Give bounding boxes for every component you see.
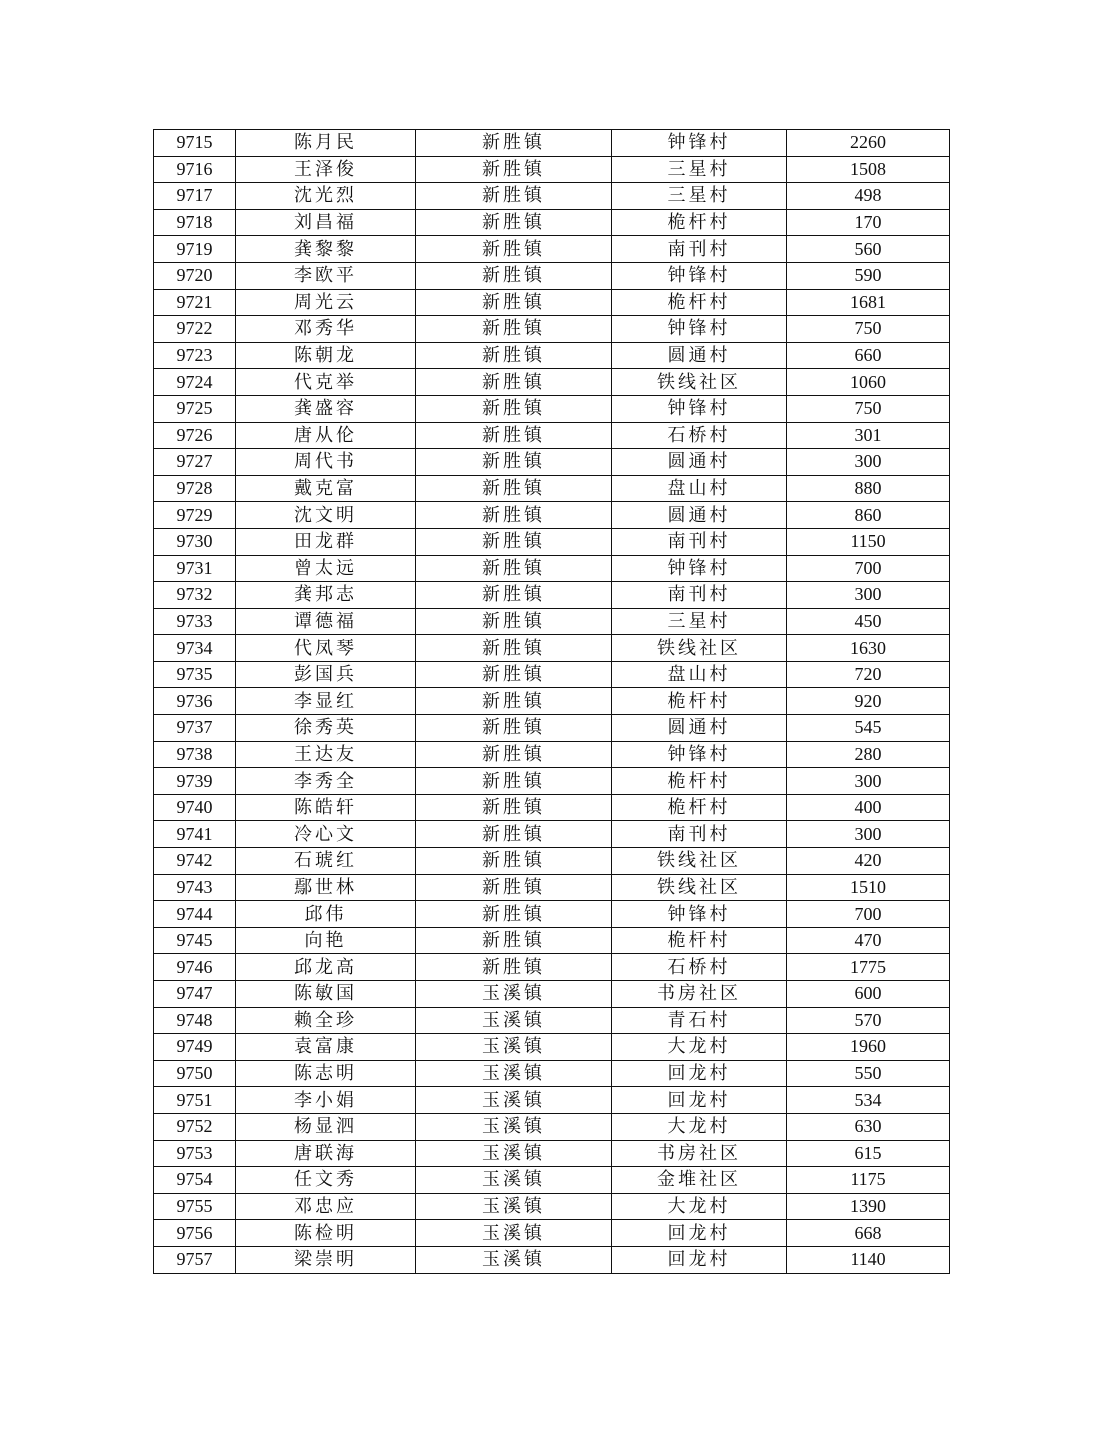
table-row bbox=[154, 741, 950, 768]
person-name-cell: 戴克富 bbox=[236, 475, 416, 502]
row-number-cell: 9720 bbox=[154, 262, 236, 289]
amount-cell: 720 bbox=[787, 661, 950, 688]
table-row bbox=[154, 1193, 950, 1220]
table-row bbox=[154, 1034, 950, 1061]
table-row bbox=[154, 209, 950, 236]
amount-cell: 2260 bbox=[787, 130, 950, 157]
village-cell: 三星村 bbox=[612, 183, 787, 210]
person-name-cell: 赖全珍 bbox=[236, 1007, 416, 1034]
town-cell: 新胜镇 bbox=[416, 768, 612, 795]
person-name-cell: 唐联海 bbox=[236, 1140, 416, 1167]
town-cell: 新胜镇 bbox=[416, 130, 612, 157]
table-row bbox=[154, 1060, 950, 1087]
person-name-cell: 陈志明 bbox=[236, 1060, 416, 1087]
person-name-cell: 袁富康 bbox=[236, 1034, 416, 1061]
amount-cell: 660 bbox=[787, 342, 950, 369]
town-cell: 新胜镇 bbox=[416, 848, 612, 875]
town-cell: 玉溪镇 bbox=[416, 1193, 612, 1220]
row-number-cell: 9756 bbox=[154, 1220, 236, 1247]
amount-cell: 1060 bbox=[787, 369, 950, 396]
row-number-cell: 9726 bbox=[154, 422, 236, 449]
town-cell: 玉溪镇 bbox=[416, 1034, 612, 1061]
person-name-cell: 李显红 bbox=[236, 688, 416, 715]
row-number-cell: 9743 bbox=[154, 874, 236, 901]
amount-cell: 280 bbox=[787, 741, 950, 768]
table-row bbox=[154, 528, 950, 555]
village-cell: 南刊村 bbox=[612, 582, 787, 609]
amount-cell: 420 bbox=[787, 848, 950, 875]
row-number-cell: 9733 bbox=[154, 608, 236, 635]
row-number-cell: 9724 bbox=[154, 369, 236, 396]
village-cell: 钟锋村 bbox=[612, 901, 787, 928]
row-number-cell: 9755 bbox=[154, 1193, 236, 1220]
village-cell: 回龙村 bbox=[612, 1246, 787, 1273]
town-cell: 玉溪镇 bbox=[416, 1087, 612, 1114]
village-cell: 南刊村 bbox=[612, 236, 787, 263]
table-row bbox=[154, 688, 950, 715]
amount-cell: 880 bbox=[787, 475, 950, 502]
table-row bbox=[154, 316, 950, 343]
table-row bbox=[154, 156, 950, 183]
village-cell: 钟锋村 bbox=[612, 316, 787, 343]
town-cell: 新胜镇 bbox=[416, 342, 612, 369]
amount-cell: 300 bbox=[787, 821, 950, 848]
row-number-cell: 9723 bbox=[154, 342, 236, 369]
person-name-cell: 龚盛容 bbox=[236, 395, 416, 422]
village-cell: 桅杆村 bbox=[612, 794, 787, 821]
table-row bbox=[154, 475, 950, 502]
amount-cell: 545 bbox=[787, 715, 950, 742]
person-name-cell: 梁崇明 bbox=[236, 1246, 416, 1273]
data-table bbox=[153, 129, 950, 1274]
town-cell: 新胜镇 bbox=[416, 688, 612, 715]
person-name-cell: 刘昌福 bbox=[236, 209, 416, 236]
person-name-cell: 陈检明 bbox=[236, 1220, 416, 1247]
row-number-cell: 9716 bbox=[154, 156, 236, 183]
town-cell: 新胜镇 bbox=[416, 741, 612, 768]
village-cell: 石桥村 bbox=[612, 422, 787, 449]
table-row bbox=[154, 874, 950, 901]
village-cell: 钟锋村 bbox=[612, 130, 787, 157]
person-name-cell: 周光云 bbox=[236, 289, 416, 316]
town-cell: 新胜镇 bbox=[416, 422, 612, 449]
village-cell: 桅杆村 bbox=[612, 927, 787, 954]
village-cell: 金堆社区 bbox=[612, 1167, 787, 1194]
table-row bbox=[154, 927, 950, 954]
amount-cell: 1175 bbox=[787, 1167, 950, 1194]
table-row bbox=[154, 848, 950, 875]
village-cell: 三星村 bbox=[612, 608, 787, 635]
table-row bbox=[154, 635, 950, 662]
table-row bbox=[154, 1113, 950, 1140]
amount-cell: 1508 bbox=[787, 156, 950, 183]
person-name-cell: 鄢世林 bbox=[236, 874, 416, 901]
village-cell: 大龙村 bbox=[612, 1193, 787, 1220]
person-name-cell: 王泽俊 bbox=[236, 156, 416, 183]
person-name-cell: 邱龙高 bbox=[236, 954, 416, 981]
village-cell: 钟锋村 bbox=[612, 555, 787, 582]
town-cell: 新胜镇 bbox=[416, 475, 612, 502]
amount-cell: 1681 bbox=[787, 289, 950, 316]
person-name-cell: 陈朝龙 bbox=[236, 342, 416, 369]
amount-cell: 700 bbox=[787, 555, 950, 582]
row-number-cell: 9735 bbox=[154, 661, 236, 688]
village-cell: 书房社区 bbox=[612, 1140, 787, 1167]
table-row bbox=[154, 901, 950, 928]
village-cell: 回龙村 bbox=[612, 1060, 787, 1087]
village-cell: 南刊村 bbox=[612, 528, 787, 555]
table-row bbox=[154, 369, 950, 396]
person-name-cell: 田龙群 bbox=[236, 528, 416, 555]
town-cell: 新胜镇 bbox=[416, 262, 612, 289]
town-cell: 新胜镇 bbox=[416, 183, 612, 210]
amount-cell: 570 bbox=[787, 1007, 950, 1034]
village-cell: 桅杆村 bbox=[612, 289, 787, 316]
person-name-cell: 向艳 bbox=[236, 927, 416, 954]
amount-cell: 920 bbox=[787, 688, 950, 715]
amount-cell: 1960 bbox=[787, 1034, 950, 1061]
amount-cell: 400 bbox=[787, 794, 950, 821]
table-row bbox=[154, 395, 950, 422]
amount-cell: 470 bbox=[787, 927, 950, 954]
town-cell: 新胜镇 bbox=[416, 661, 612, 688]
row-number-cell: 9751 bbox=[154, 1087, 236, 1114]
row-number-cell: 9718 bbox=[154, 209, 236, 236]
person-name-cell: 陈皓轩 bbox=[236, 794, 416, 821]
table-row bbox=[154, 262, 950, 289]
amount-cell: 300 bbox=[787, 768, 950, 795]
village-cell: 桅杆村 bbox=[612, 768, 787, 795]
row-number-cell: 9747 bbox=[154, 981, 236, 1008]
amount-cell: 1150 bbox=[787, 528, 950, 555]
town-cell: 新胜镇 bbox=[416, 555, 612, 582]
town-cell: 新胜镇 bbox=[416, 369, 612, 396]
village-cell: 桅杆村 bbox=[612, 688, 787, 715]
person-name-cell: 邱伟 bbox=[236, 901, 416, 928]
person-name-cell: 代凤琴 bbox=[236, 635, 416, 662]
town-cell: 新胜镇 bbox=[416, 236, 612, 263]
village-cell: 圆通村 bbox=[612, 342, 787, 369]
amount-cell: 534 bbox=[787, 1087, 950, 1114]
row-number-cell: 9750 bbox=[154, 1060, 236, 1087]
person-name-cell: 李秀全 bbox=[236, 768, 416, 795]
town-cell: 新胜镇 bbox=[416, 635, 612, 662]
person-name-cell: 周代书 bbox=[236, 449, 416, 476]
table-row bbox=[154, 289, 950, 316]
person-name-cell: 杨显泗 bbox=[236, 1113, 416, 1140]
amount-cell: 1390 bbox=[787, 1193, 950, 1220]
row-number-cell: 9732 bbox=[154, 582, 236, 609]
person-name-cell: 石琥红 bbox=[236, 848, 416, 875]
table-row bbox=[154, 130, 950, 157]
town-cell: 新胜镇 bbox=[416, 449, 612, 476]
amount-cell: 300 bbox=[787, 582, 950, 609]
town-cell: 新胜镇 bbox=[416, 156, 612, 183]
person-name-cell: 唐从伦 bbox=[236, 422, 416, 449]
row-number-cell: 9757 bbox=[154, 1246, 236, 1273]
amount-cell: 1630 bbox=[787, 635, 950, 662]
row-number-cell: 9721 bbox=[154, 289, 236, 316]
amount-cell: 668 bbox=[787, 1220, 950, 1247]
row-number-cell: 9749 bbox=[154, 1034, 236, 1061]
table-row bbox=[154, 449, 950, 476]
town-cell: 玉溪镇 bbox=[416, 1246, 612, 1273]
table-row bbox=[154, 555, 950, 582]
row-number-cell: 9725 bbox=[154, 395, 236, 422]
person-name-cell: 任文秀 bbox=[236, 1167, 416, 1194]
table-row bbox=[154, 1246, 950, 1273]
amount-cell: 860 bbox=[787, 502, 950, 529]
village-cell: 大龙村 bbox=[612, 1113, 787, 1140]
village-cell: 钟锋村 bbox=[612, 395, 787, 422]
table-row bbox=[154, 794, 950, 821]
town-cell: 新胜镇 bbox=[416, 209, 612, 236]
person-name-cell: 徐秀英 bbox=[236, 715, 416, 742]
village-cell: 南刊村 bbox=[612, 821, 787, 848]
amount-cell: 498 bbox=[787, 183, 950, 210]
row-number-cell: 9742 bbox=[154, 848, 236, 875]
amount-cell: 630 bbox=[787, 1113, 950, 1140]
town-cell: 新胜镇 bbox=[416, 608, 612, 635]
amount-cell: 1775 bbox=[787, 954, 950, 981]
row-number-cell: 9754 bbox=[154, 1167, 236, 1194]
town-cell: 玉溪镇 bbox=[416, 1220, 612, 1247]
row-number-cell: 9748 bbox=[154, 1007, 236, 1034]
village-cell: 铁线社区 bbox=[612, 848, 787, 875]
village-cell: 钟锋村 bbox=[612, 741, 787, 768]
row-number-cell: 9727 bbox=[154, 449, 236, 476]
row-number-cell: 9752 bbox=[154, 1113, 236, 1140]
town-cell: 新胜镇 bbox=[416, 821, 612, 848]
row-number-cell: 9728 bbox=[154, 475, 236, 502]
row-number-cell: 9746 bbox=[154, 954, 236, 981]
amount-cell: 700 bbox=[787, 901, 950, 928]
amount-cell: 600 bbox=[787, 981, 950, 1008]
table-row bbox=[154, 821, 950, 848]
table-row bbox=[154, 502, 950, 529]
row-number-cell: 9734 bbox=[154, 635, 236, 662]
town-cell: 玉溪镇 bbox=[416, 1167, 612, 1194]
table-row bbox=[154, 342, 950, 369]
person-name-cell: 李小娟 bbox=[236, 1087, 416, 1114]
village-cell: 圆通村 bbox=[612, 449, 787, 476]
row-number-cell: 9729 bbox=[154, 502, 236, 529]
village-cell: 钟锋村 bbox=[612, 262, 787, 289]
town-cell: 新胜镇 bbox=[416, 794, 612, 821]
town-cell: 新胜镇 bbox=[416, 874, 612, 901]
village-cell: 大龙村 bbox=[612, 1034, 787, 1061]
person-name-cell: 龚邦志 bbox=[236, 582, 416, 609]
person-name-cell: 邓忠应 bbox=[236, 1193, 416, 1220]
table-row bbox=[154, 1167, 950, 1194]
town-cell: 玉溪镇 bbox=[416, 1007, 612, 1034]
row-number-cell: 9738 bbox=[154, 741, 236, 768]
person-name-cell: 沈文明 bbox=[236, 502, 416, 529]
amount-cell: 300 bbox=[787, 449, 950, 476]
amount-cell: 590 bbox=[787, 262, 950, 289]
table-row bbox=[154, 422, 950, 449]
table-row bbox=[154, 954, 950, 981]
amount-cell: 750 bbox=[787, 395, 950, 422]
person-name-cell: 冷心文 bbox=[236, 821, 416, 848]
row-number-cell: 9740 bbox=[154, 794, 236, 821]
row-number-cell: 9744 bbox=[154, 901, 236, 928]
town-cell: 新胜镇 bbox=[416, 289, 612, 316]
town-cell: 新胜镇 bbox=[416, 954, 612, 981]
amount-cell: 301 bbox=[787, 422, 950, 449]
village-cell: 三星村 bbox=[612, 156, 787, 183]
person-name-cell: 代克举 bbox=[236, 369, 416, 396]
village-cell: 圆通村 bbox=[612, 715, 787, 742]
village-cell: 桅杆村 bbox=[612, 209, 787, 236]
town-cell: 玉溪镇 bbox=[416, 981, 612, 1008]
row-number-cell: 9730 bbox=[154, 528, 236, 555]
village-cell: 回龙村 bbox=[612, 1220, 787, 1247]
town-cell: 新胜镇 bbox=[416, 901, 612, 928]
town-cell: 玉溪镇 bbox=[416, 1060, 612, 1087]
village-cell: 书房社区 bbox=[612, 981, 787, 1008]
village-cell: 铁线社区 bbox=[612, 369, 787, 396]
village-cell: 石桥村 bbox=[612, 954, 787, 981]
village-cell: 青石村 bbox=[612, 1007, 787, 1034]
row-number-cell: 9736 bbox=[154, 688, 236, 715]
row-number-cell: 9741 bbox=[154, 821, 236, 848]
town-cell: 玉溪镇 bbox=[416, 1113, 612, 1140]
person-name-cell: 谭德福 bbox=[236, 608, 416, 635]
town-cell: 新胜镇 bbox=[416, 502, 612, 529]
table-row bbox=[154, 1087, 950, 1114]
village-cell: 盘山村 bbox=[612, 475, 787, 502]
table-row bbox=[154, 1220, 950, 1247]
row-number-cell: 9717 bbox=[154, 183, 236, 210]
amount-cell: 560 bbox=[787, 236, 950, 263]
town-cell: 新胜镇 bbox=[416, 715, 612, 742]
person-name-cell: 王达友 bbox=[236, 741, 416, 768]
table-body bbox=[154, 130, 950, 1274]
person-name-cell: 陈月民 bbox=[236, 130, 416, 157]
town-cell: 新胜镇 bbox=[416, 316, 612, 343]
town-cell: 新胜镇 bbox=[416, 528, 612, 555]
row-number-cell: 9731 bbox=[154, 555, 236, 582]
amount-cell: 750 bbox=[787, 316, 950, 343]
table-row bbox=[154, 1140, 950, 1167]
village-cell: 回龙村 bbox=[612, 1087, 787, 1114]
village-cell: 铁线社区 bbox=[612, 874, 787, 901]
row-number-cell: 9719 bbox=[154, 236, 236, 263]
table-row bbox=[154, 661, 950, 688]
row-number-cell: 9737 bbox=[154, 715, 236, 742]
row-number-cell: 9753 bbox=[154, 1140, 236, 1167]
town-cell: 新胜镇 bbox=[416, 395, 612, 422]
village-cell: 圆通村 bbox=[612, 502, 787, 529]
amount-cell: 450 bbox=[787, 608, 950, 635]
person-name-cell: 彭国兵 bbox=[236, 661, 416, 688]
village-cell: 铁线社区 bbox=[612, 635, 787, 662]
row-number-cell: 9722 bbox=[154, 316, 236, 343]
table-row bbox=[154, 608, 950, 635]
table-row bbox=[154, 236, 950, 263]
person-name-cell: 沈光烈 bbox=[236, 183, 416, 210]
amount-cell: 1140 bbox=[787, 1246, 950, 1273]
town-cell: 新胜镇 bbox=[416, 582, 612, 609]
amount-cell: 170 bbox=[787, 209, 950, 236]
person-name-cell: 陈敏国 bbox=[236, 981, 416, 1008]
person-name-cell: 李欧平 bbox=[236, 262, 416, 289]
village-cell: 盘山村 bbox=[612, 661, 787, 688]
amount-cell: 1510 bbox=[787, 874, 950, 901]
amount-cell: 550 bbox=[787, 1060, 950, 1087]
town-cell: 玉溪镇 bbox=[416, 1140, 612, 1167]
person-name-cell: 邓秀华 bbox=[236, 316, 416, 343]
table-row bbox=[154, 981, 950, 1008]
row-number-cell: 9715 bbox=[154, 130, 236, 157]
table-row bbox=[154, 768, 950, 795]
row-number-cell: 9745 bbox=[154, 927, 236, 954]
table-row bbox=[154, 715, 950, 742]
row-number-cell: 9739 bbox=[154, 768, 236, 795]
table-row bbox=[154, 183, 950, 210]
table-row bbox=[154, 1007, 950, 1034]
person-name-cell: 曾太远 bbox=[236, 555, 416, 582]
town-cell: 新胜镇 bbox=[416, 927, 612, 954]
person-name-cell: 龚黎黎 bbox=[236, 236, 416, 263]
table-row bbox=[154, 582, 950, 609]
amount-cell: 615 bbox=[787, 1140, 950, 1167]
